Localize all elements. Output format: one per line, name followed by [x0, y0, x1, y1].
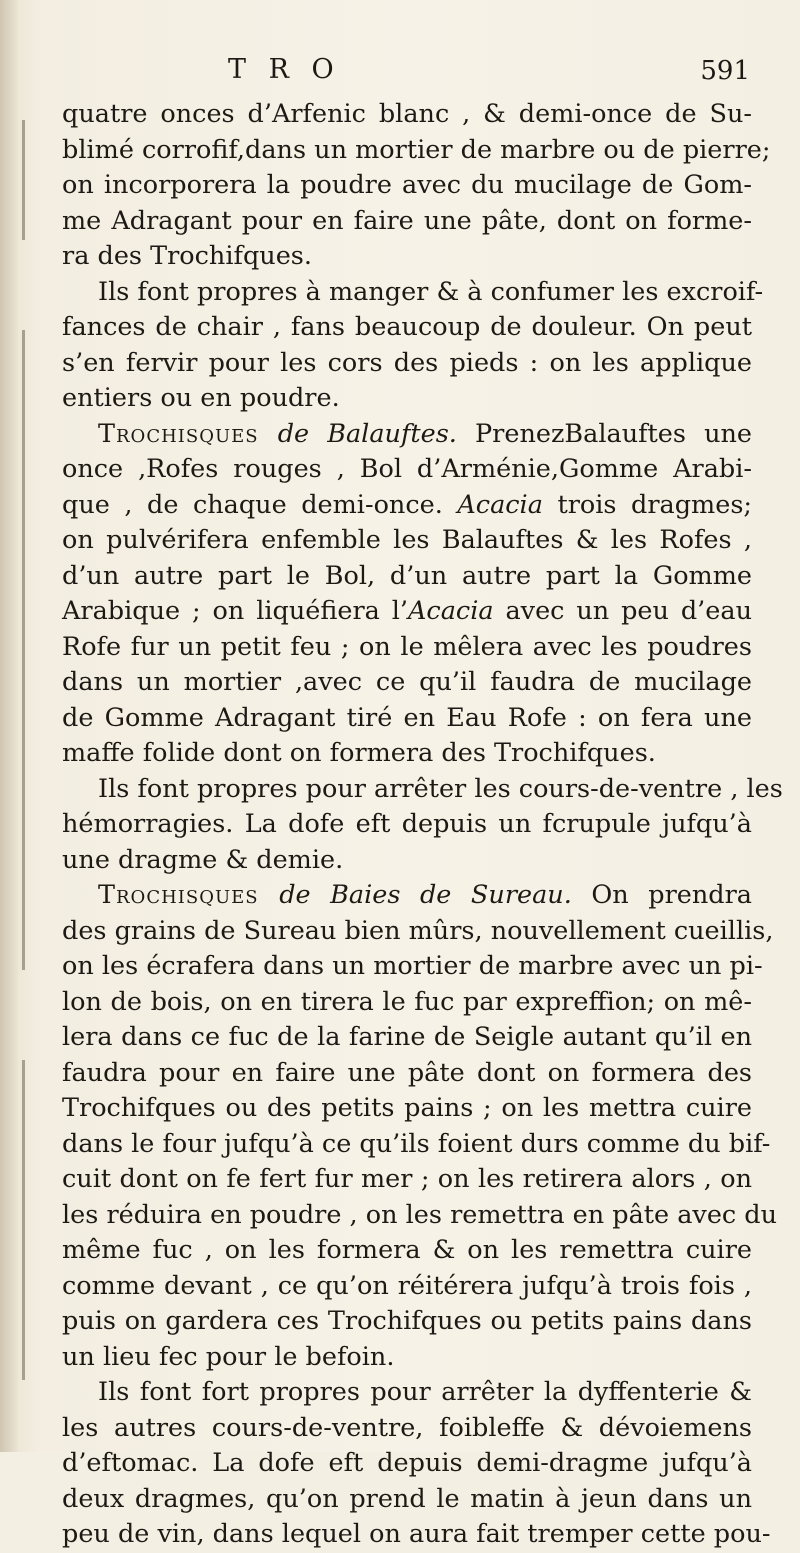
text-run: Ils font propres pour arrêter les cours-de-ventre , les [98, 773, 783, 804]
text-run: dans le four jufqu’à ce qu’ils foient durs comme du bif- [62, 1128, 771, 1159]
text-line [62, 843, 752, 879]
text-run: deux dragmes, qu’on prend le matin à jeun dans un [62, 1483, 752, 1514]
text-line [62, 1127, 771, 1163]
text-line [62, 985, 752, 1021]
text-line [62, 417, 752, 453]
text-run: entiers ou en poudre. [62, 383, 340, 413]
text-line [62, 1020, 752, 1056]
text-line [62, 346, 752, 382]
italic-term: Acacia [408, 596, 494, 626]
text-run: maffe folide dont on formera des Trochifques. [62, 738, 656, 768]
text-line [62, 878, 752, 914]
text-run: d’eftomac. La dofe eft depuis demi-dragme jufqu’à [62, 1448, 752, 1478]
margin-bleed-mark [22, 1060, 25, 1380]
text-run: d’un autre part le Bol, d’un autre part la Gomme [62, 560, 752, 591]
text-line [62, 1482, 752, 1518]
margin-bleed-mark [22, 330, 25, 970]
text-line [62, 594, 752, 630]
text-run: on incorporera la poudre avec du mucilage de Gom- [62, 170, 752, 200]
text-run: Arabique ; on liquéfiera l’ [62, 596, 409, 626]
text-run: trois dragmes; [542, 489, 752, 520]
text-run: que , de chaque demi-once. [62, 489, 458, 520]
text-run: une dragme & demie. [62, 844, 344, 875]
text-run: Ils font fort propres pour arrêter la dyffenterie & [98, 1377, 752, 1407]
page-number: 591 [700, 56, 750, 86]
text-run: des grains de Sureau bien mûrs, nouvellement cueillis, [62, 915, 774, 946]
text-line [62, 630, 752, 666]
text-run: cuit dont on fe fert fur mer ; on les retirera alors , on [62, 1164, 752, 1194]
text-run: lera dans ce fuc de la farine de Seigle autant qu’il en [62, 1022, 752, 1052]
section-heading-word: Trochisques [98, 418, 278, 449]
text-run: avec un peu d’eau [493, 596, 752, 626]
text-run: les autres cours-de-ventre, foibleffe & dévoiemens [62, 1412, 752, 1443]
text-line [62, 1375, 752, 1411]
italic-term: de Baies de Sureau. [279, 880, 572, 910]
text-run: ra des Trochifques. [62, 241, 312, 271]
text-line [62, 381, 752, 417]
text-line [62, 1269, 752, 1305]
text-line [62, 275, 764, 311]
text-line [62, 772, 783, 808]
text-line [62, 665, 752, 701]
text-line [62, 1517, 771, 1553]
text-run: lon de bois, on en tirera le fuc par expreffion; on mê- [62, 986, 752, 1017]
running-head: T R O [228, 54, 341, 85]
text-line [62, 1056, 752, 1092]
text-run: dans un mortier ,avec ce qu’il faudra de mucilage [62, 667, 752, 697]
body-text [62, 97, 783, 1553]
text-line [62, 168, 752, 204]
text-line [62, 1304, 752, 1340]
text-run: fances de chair , fans beaucoup de douleur. On peut [62, 312, 752, 342]
text-run: me Adragant pour en faire une pâte, dont on forme- [62, 205, 752, 236]
text-line [62, 807, 752, 843]
text-line [62, 488, 752, 524]
margin-bleed-mark [22, 120, 25, 240]
text-run: on pulvérifera enfemble les Balauftes & les Rofes , [62, 525, 752, 555]
text-run: PrenezBalauftes une [456, 418, 753, 449]
text-line [62, 452, 752, 488]
text-line [62, 523, 752, 559]
italic-term: de Balauftes. [277, 418, 457, 449]
text-line [62, 736, 752, 772]
page-gutter-shadow [0, 0, 18, 1452]
text-run: hémorragies. La dofe eft depuis un fcrupule jufqu’à [62, 809, 752, 839]
section-heading-word: Trochisques [98, 880, 280, 910]
text-line [62, 1340, 752, 1376]
text-run: de Gomme Adragant tiré en Eau Rofe : on fera une [62, 702, 752, 733]
text-run: comme devant , ce qu’on réitérera jufqu’à trois fois , [62, 1270, 752, 1301]
text-line [62, 914, 774, 950]
text-run: peu de vin, dans lequel on aura fait tremper cette pou- [62, 1519, 771, 1549]
text-line [62, 1162, 752, 1198]
text-line [62, 1198, 778, 1234]
text-run: On prendra [571, 880, 753, 910]
text-run: Ils font propres à manger & à confumer les excroif- [98, 276, 764, 307]
text-run: quatre onces d’Arfenic blanc , & demi-once de Su- [62, 99, 752, 129]
text-line [62, 949, 763, 985]
text-run: puis on gardera ces Trochifques ou petits pains dans [62, 1306, 752, 1336]
text-line [62, 1233, 752, 1269]
text-line [62, 1411, 752, 1447]
page-header [60, 54, 750, 90]
text-line [62, 239, 752, 275]
text-run: on les écrafera dans un mortier de marbre avec un pi- [62, 951, 763, 981]
text-run: once ,Rofes rouges , Bol d’Arménie,Gomme Arabi- [62, 454, 752, 484]
text-line [62, 204, 752, 240]
text-line [62, 1446, 752, 1482]
text-line [62, 97, 752, 133]
text-run: Rofe fur un petit feu ; on le mêlera avec les poudres [62, 631, 752, 662]
text-run: faudra pour en faire une pâte dont on formera des [62, 1057, 752, 1088]
text-line [62, 133, 771, 169]
text-run: même fuc , on les formera & on les remettra cuire [62, 1235, 752, 1265]
text-run: s’en fervir pour les cors des pieds : on les applique [62, 347, 752, 378]
text-line [62, 310, 752, 346]
text-line [62, 1091, 752, 1127]
italic-term: Acacia [457, 489, 543, 520]
text-run: un lieu fec pour le befoin. [62, 1341, 395, 1372]
text-line [62, 701, 752, 737]
text-run: les réduira en poudre , on les remettra en pâte avec du [62, 1199, 778, 1230]
text-run: blimé corrofif,dans un mortier de marbre ou de pierre; [62, 134, 771, 165]
text-run: Trochifques ou des petits pains ; on les mettra cuire [62, 1093, 752, 1123]
text-line [62, 559, 752, 595]
